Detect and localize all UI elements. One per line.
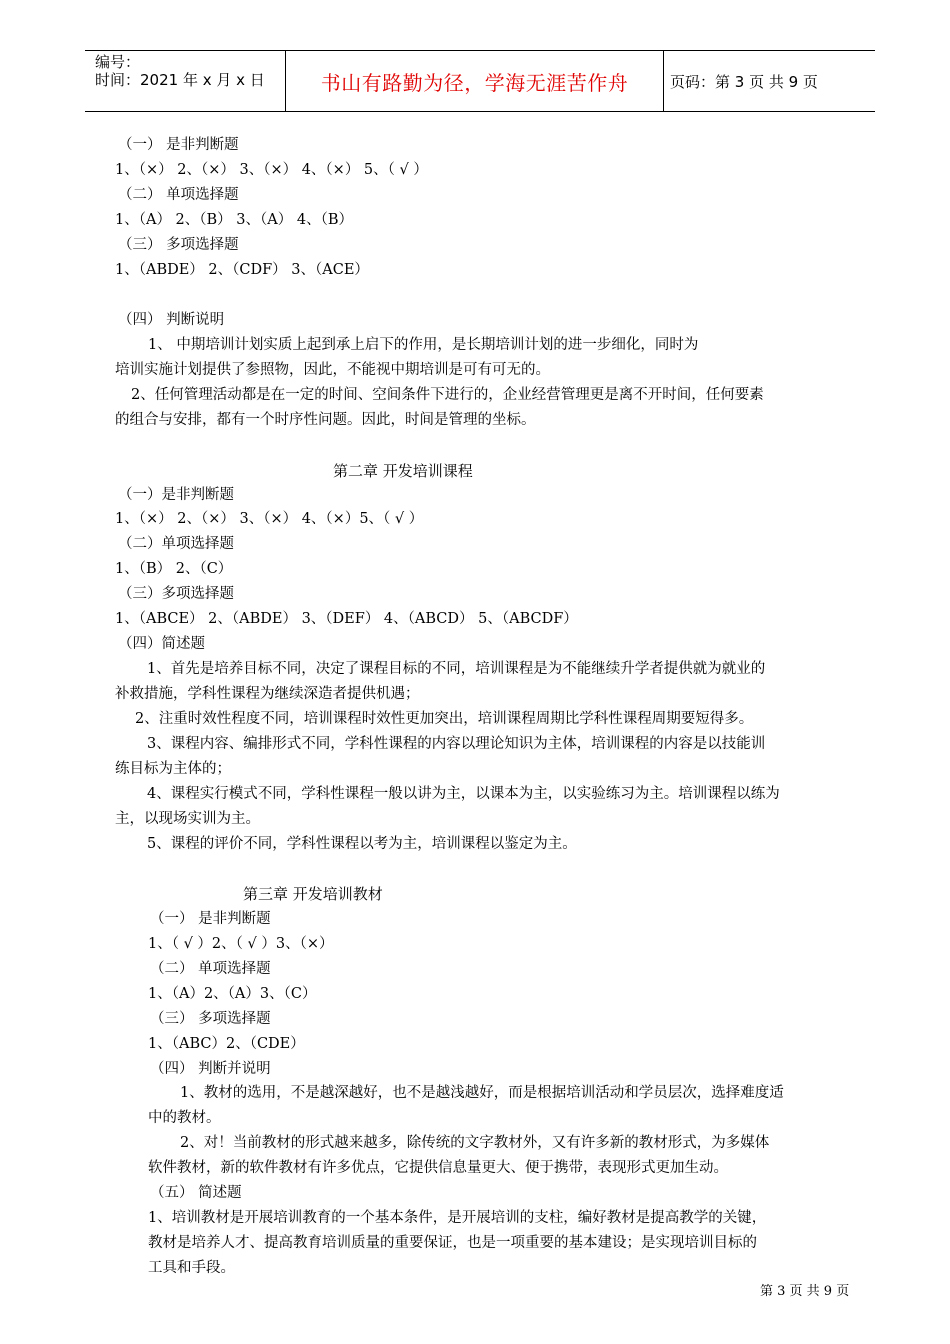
c3-answers-2: 1、（A）2、（A）3、（C）: [148, 986, 317, 1002]
s1-para-2a: 2、任何管理活动都是在一定的时间、空间条件下进行的，企业经营管理更是离不开时间，任何要素: [131, 387, 764, 403]
c2-item-4a: 4、课程实行模式不同，学科性课程一般以讲为主，以课本为主，以实验练习为主。培训课程以练为: [147, 786, 780, 802]
s1-heading-1: （一） 是非判断题: [118, 137, 239, 153]
c2-answers-2: 1、（B） 2、（C）: [115, 561, 233, 577]
page-header: [85, 50, 875, 112]
number-label: 编号：: [95, 53, 141, 71]
s1-para-1b: 培训实施计划提供了参照物，因此，不能视中期培训是可有可无的。: [115, 362, 550, 378]
header-motto: 书山有路勤为径，学海无涯苦作舟: [285, 51, 664, 111]
s1-heading-3: （三） 多项选择题: [118, 237, 239, 253]
c3-heading-3: （三） 多项选择题: [150, 1011, 271, 1027]
c3-heading-2: （二） 单项选择题: [150, 961, 271, 977]
c2-heading-1: （一）是非判断题: [118, 487, 234, 503]
c3-answers-1: 1、（ √ ）2、（ √ ）3、（×）: [148, 936, 334, 952]
header-page-label: 页码：第 3 页 共 9 页: [670, 72, 818, 91]
s1-heading-2: （二） 单项选择题: [118, 187, 239, 203]
c3-heading-1: （一） 是非判断题: [150, 911, 271, 927]
chapter-3-title: 第三章 开发培训教材: [243, 885, 383, 903]
c3-answers-3: 1、（ABC）2、（CDE）: [148, 1036, 305, 1052]
c3-heading-5: （五） 简述题: [150, 1185, 242, 1201]
s1-answers-3: 1、（ABDE） 2、（CDF） 3、（ACE）: [115, 262, 369, 278]
c2-item-1b: 补救措施，学科性课程为继续深造者提供机遇；: [115, 686, 420, 702]
c2-item-5: 5、课程的评价不同，学科性课程以考为主，培训课程以鉴定为主。: [147, 836, 577, 852]
c2-item-3a: 3、课程内容、编排形式不同，学科性课程的内容以理论知识为主体，培训课程的内容是以技能训: [147, 736, 766, 752]
c3-brief-1b: 教材是培养人才、提高教育培训质量的重要保证，也是一项重要的基本建设；是实现培训目标的: [148, 1235, 757, 1251]
c2-heading-2: （二）单项选择题: [118, 536, 234, 552]
c2-item-4b: 主，以现场实训为主。: [115, 811, 260, 827]
c2-heading-4: （四）简述题: [118, 636, 205, 652]
s1-heading-4: （四） 判断说明: [118, 312, 225, 328]
c2-answers-3: 1、（ABCE） 2、（ABDE） 3、（DEF） 4、（ABCD） 5、（ABCDF）: [115, 611, 578, 627]
chapter-2-title: 第二章 开发培训课程: [333, 462, 473, 480]
c3-judge-1b: 中的教材。: [148, 1110, 221, 1126]
c3-brief-1a: 1、培训教材是开展培训教育的一个基本条件，是开展培训的支柱，编好教材是提高教学的关键，: [148, 1210, 767, 1226]
c3-judge-2b: 软件教材，新的软件教材有许多优点，它提供信息量更大、便于携带，表现形式更加生动。: [148, 1160, 728, 1176]
s1-answers-1: 1、（×） 2、（×） 3、（×） 4、（×） 5、（ √ ）: [115, 162, 428, 178]
c3-judge-2a: 2、对！当前教材的形式越来越多，除传统的文字教材外，又有许多新的教材形式，为多媒体: [180, 1135, 770, 1151]
s1-para-1a: 1、 中期培训计划实质上起到承上启下的作用，是长期培训计划的进一步细化，同时为: [148, 337, 699, 353]
c2-item-2: 2、注重时效性程度不同，培训课程时效性更加突出，培训课程周期比学科性课程周期要短得多。: [135, 711, 754, 727]
c2-item-1a: 1、首先是培养目标不同，决定了课程目标的不同，培训课程是为不能继续升学者提供就为就业的: [147, 661, 766, 677]
time-label: 时间：2021 年 x 月 x 日: [95, 71, 265, 89]
page-footer: 第 3 页 共 9 页: [760, 1284, 850, 1299]
c2-answers-1: 1、（×） 2、（×） 3、（×） 4、（×）5、（ √ ）: [115, 511, 424, 527]
c3-brief-1c: 工具和手段。: [148, 1260, 235, 1276]
c3-heading-4: （四） 判断并说明: [150, 1061, 271, 1077]
c2-item-3b: 练目标为主体的；: [115, 761, 231, 777]
c3-judge-1a: 1、教材的选用，不是越深越好，也不是越浅越好，而是根据培训活动和学员层次，选择难度适: [180, 1085, 784, 1101]
header-meta: [95, 53, 291, 109]
s1-answers-2: 1、（A） 2、（B） 3、（A） 4、（B）: [115, 212, 353, 228]
c2-heading-3: （三）多项选择题: [118, 586, 234, 602]
s1-para-2b: 的组合与安排，都有一个时序性问题。因此，时间是管理的坐标。: [115, 412, 536, 428]
